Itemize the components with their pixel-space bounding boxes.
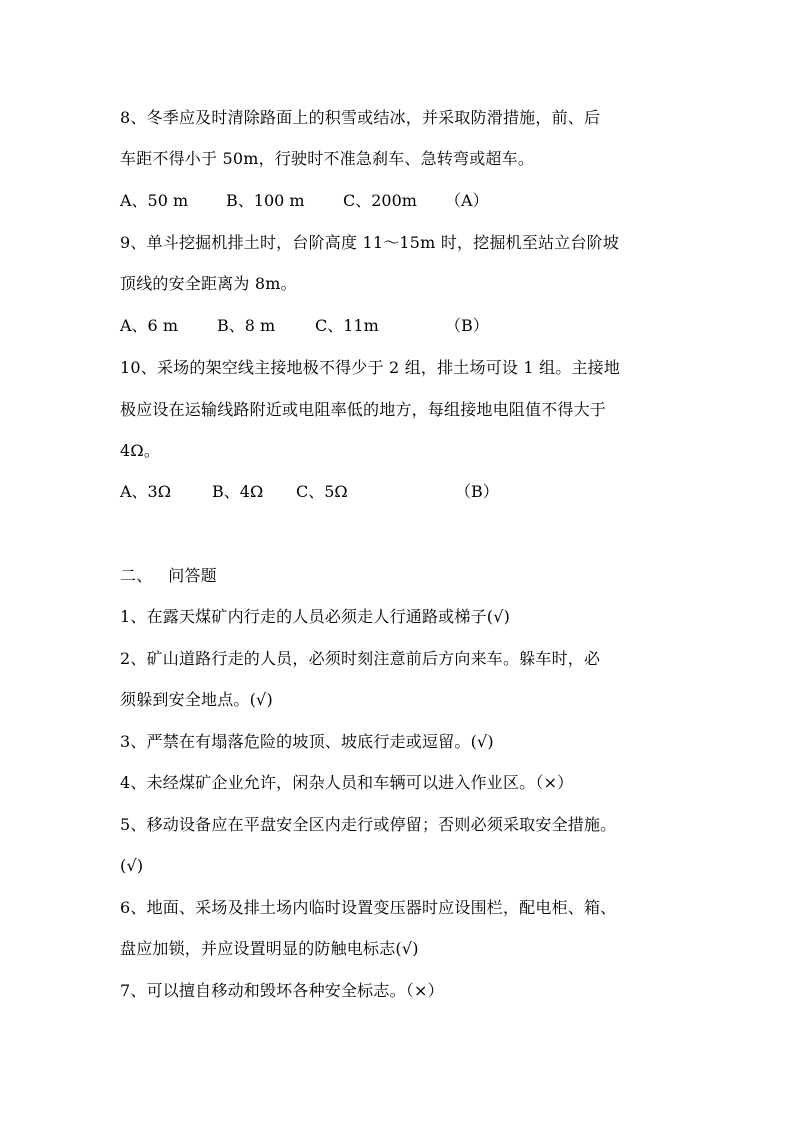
q10-text-line-2: 极应设在运输线路附近或电阻率低的地方，每组接地电阻值不得大于 bbox=[120, 400, 607, 419]
q9-option-a: A、6 m bbox=[120, 316, 178, 335]
section-heading: 二、 问答题 bbox=[120, 566, 217, 585]
qa-item-1: 1、在露天煤矿内行走的人员必须走人行通路或梯子(√) bbox=[120, 607, 511, 626]
q9-answer: （B） bbox=[445, 316, 489, 335]
q9-text-line-2: 顶线的安全距离为 8m。 bbox=[120, 274, 297, 293]
q9-option-b: B、8 m bbox=[217, 316, 276, 335]
q10-answer: （B） bbox=[455, 482, 499, 501]
qa-item-4: 4、未经煤矿企业允许，闲杂人员和车辆可以进入作业区。（×） bbox=[120, 773, 574, 792]
q8-answer: （A） bbox=[445, 191, 489, 210]
q10-option-a: A、3Ω bbox=[120, 482, 172, 501]
q9-text-line-1: 9、单斗挖掘机排土时，台阶高度 11～15m 时，挖掘机至站立台阶坡 bbox=[120, 233, 620, 252]
qa-item-2-line-2: 须躲到安全地点。(√) bbox=[120, 690, 273, 709]
qa-item-7: 7、可以擅自移动和毁坏各种安全标志。（×） bbox=[120, 981, 444, 1000]
q8-option-b: B、100 m bbox=[226, 191, 305, 210]
q9-option-c: C、11m bbox=[315, 316, 379, 335]
q8-option-a: A、50 m bbox=[120, 191, 189, 210]
qa-item-5-line-1: 5、移动设备应在平盘安全区内走行或停留；否则必须采取安全措施。 bbox=[120, 815, 617, 834]
qa-item-2-line-1: 2、矿山道路行走的人员，必须时刻注意前后方向来车。躲车时，必 bbox=[120, 649, 601, 668]
q10-text-line-1: 10、采场的架空线主接地极不得少于 2 组，排土场可设 1 组。主接地 bbox=[120, 358, 621, 377]
qa-item-6-line-1: 6、地面、采场及排土场内临时设置变压器时应设围栏，配电柜、箱、 bbox=[120, 898, 617, 917]
q8-text-line-1: 8、冬季应及时清除路面上的积雪或结冰，并采取防滑措施，前、后 bbox=[120, 108, 601, 127]
qa-item-5-line-2: (√) bbox=[120, 856, 144, 875]
q10-option-c: C、5Ω bbox=[296, 482, 348, 501]
qa-item-3: 3、严禁在有塌落危险的坡顶、坡底行走或逗留。(√) bbox=[120, 732, 494, 751]
qa-item-6-line-2: 盘应加锁，并应设置明显的防触电标志(√) bbox=[120, 939, 419, 958]
q8-text-line-2: 车距不得小于 50m，行驶时不准急刹车、急转弯或超车。 bbox=[120, 149, 535, 168]
q10-option-b: B、4Ω bbox=[212, 482, 264, 501]
q8-option-c: C、200m bbox=[343, 191, 417, 210]
q10-text-line-3: 4Ω。 bbox=[120, 441, 161, 460]
